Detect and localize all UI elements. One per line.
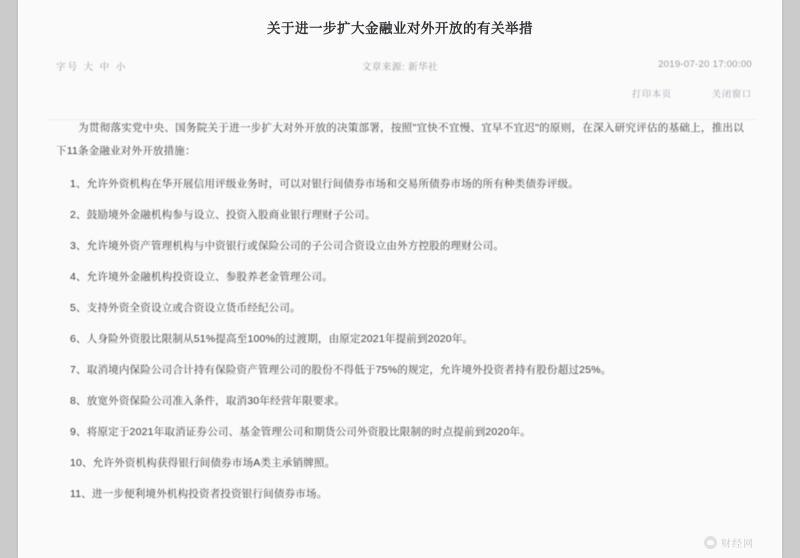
list-item: 3、允许境外资产管理机构与中资银行或保险公司的子公司合资设立由外方控股的理财公司。 — [70, 240, 505, 252]
page-edge-right — [782, 0, 800, 558]
list-item: 1、允许外资机构在华开展信用评级业务时，可以对银行间债券市场和交易所债券市场的所有种类债券评级。 — [70, 178, 579, 190]
document-body — [56, 117, 744, 510]
list-item: 5、支持外资全资设立或合资设立货币经纪公司。 — [70, 302, 301, 314]
list-item: 8、放宽外资保险公司准入条件，取消30年经营年限要求。 — [70, 395, 345, 407]
list-item: 2、鼓励境外金融机构参与设立、投资入股商业银行理财子公司。 — [70, 209, 376, 221]
lead-paragraph-text: 为贯彻落实党中央、国务院关于进一步扩大对外开放的决策部署，按照"宜快不宜慢、宜早不宜迟"的原则，在深入研究评估的基础上，推出以下11条金融业对外开放措施： — [56, 122, 744, 157]
close-window-link[interactable]: 关闭窗口 — [711, 89, 752, 99]
article-source: 文章来源: 新华社 — [361, 62, 439, 73]
document-meta — [18, 59, 782, 77]
measures-list — [56, 169, 744, 510]
list-item: 7、取消境内保险公司合计持有保险资产管理公司的股份不得低于75%的规定，允许境外投资者持有股份超过25%。 — [70, 364, 612, 376]
lead-paragraph — [56, 117, 744, 163]
document-actions — [18, 87, 782, 101]
font-size-control[interactable]: 字号 大 中 小 — [56, 62, 128, 73]
print-page-link[interactable]: 打印本页 — [631, 89, 672, 99]
list-item: 11、进一步便利境外机构投资者投资银行间债券市场。 — [70, 488, 328, 500]
publish-timestamp: 2019-07-20 17:00:00 — [658, 59, 752, 70]
list-item: 4、允许境外金融机构投资设立、参股养老金管理公司。 — [70, 271, 333, 283]
document-sheet — [18, 0, 782, 558]
list-item: 9、将原定于2021年取消证券公司、基金管理公司和期货公司外资股比限制的时点提前到2020年。 — [70, 426, 531, 438]
watermark — [704, 535, 754, 550]
watermark-label: 财经网 — [721, 539, 754, 550]
page-edge-left — [0, 0, 18, 558]
list-item: 6、人身险外资股比限制从51%提高至100%的过渡期，由原定2021年提前到2020年。 — [70, 333, 474, 345]
list-item: 10、允许外资机构获得银行间债券市场A类主承销牌照。 — [70, 457, 336, 469]
weibo-logo-icon — [704, 536, 717, 549]
page-title: 关于进一步扩大金融业对外开放的有关举措 — [267, 21, 533, 36]
